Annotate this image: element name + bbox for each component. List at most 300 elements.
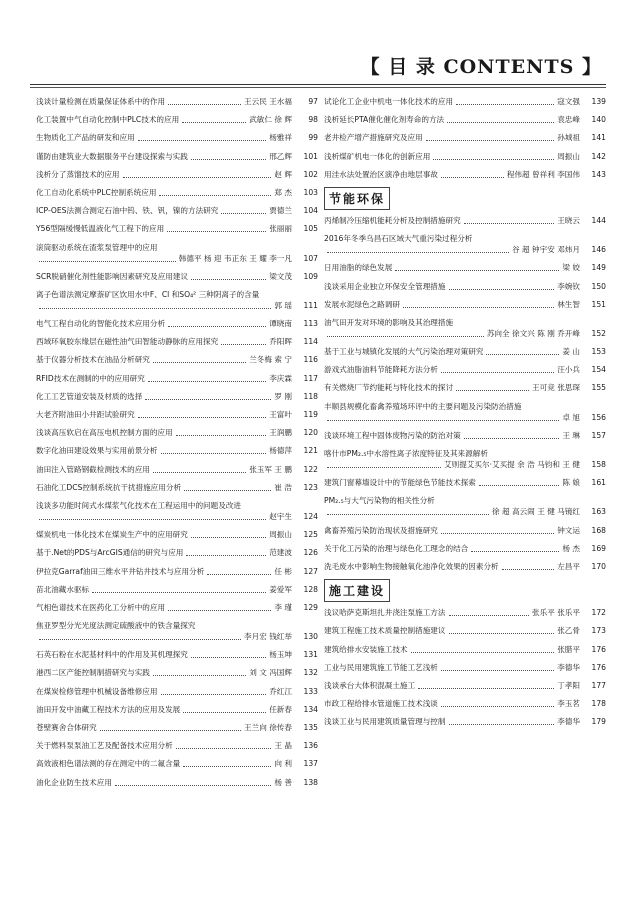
leader-dots (221, 213, 266, 214)
leader-dots (100, 730, 241, 731)
toc-entry-authors: 向 利 (274, 759, 292, 769)
toc-entry[interactable] (36, 96, 318, 107)
toc-entry-title: 浅谈承台大体积混凝土施工 (324, 680, 416, 690)
toc-entry-page: 135 (303, 723, 318, 732)
leader-dots (168, 326, 266, 327)
toc-entry-title: 市政工程给排水管道施工技术浅谈 (324, 699, 438, 709)
toc-entry-title: 浅谈环境工程中固体废物污染的防治对策 (324, 430, 461, 440)
toc-entry-title: 大老齐附油田小井距试验研究 (36, 410, 135, 419)
toc-entry-authors: 乔红江 (269, 686, 292, 696)
toc-entry-title: 数字化油田建设效果与实用前景分析 (36, 446, 158, 456)
toc-entry-authors: 王云民 王水福 (244, 97, 292, 106)
toc-entry[interactable] (324, 525, 606, 536)
leader-dots (123, 177, 272, 178)
contents-header (361, 52, 602, 79)
toc-entry-title: 禽畜养殖污染防治现状及措施研究 (324, 525, 438, 535)
toc-entry-title: 基于.Net的PDS与ArcGIS通信的研究与应用 (36, 548, 184, 558)
toc-entry[interactable] (324, 215, 606, 226)
leader-dots (207, 574, 271, 575)
toc-entry-authors: 姜爱军 (269, 584, 292, 594)
toc-entry-authors: 刘 文 冯国辉 (249, 668, 292, 678)
toc-entry-authors: 寇文强 (557, 97, 580, 106)
leader-dots (449, 633, 555, 634)
toc-entry-title: 建筑给排水安装施工技术 (324, 644, 408, 654)
toc-entry[interactable] (324, 233, 606, 255)
leader-dots (441, 177, 504, 178)
toc-entry-page: 111 (303, 300, 318, 310)
toc-entry-page: 176 (591, 644, 606, 654)
leader-dots (433, 159, 554, 160)
toc-entry-page: 99 (308, 133, 318, 143)
leader-dots (148, 381, 266, 382)
toc-entry-title: 石油化工DCS控制系统抗干扰措施应用分析 (36, 482, 182, 492)
leader-dots (418, 688, 554, 689)
toc-entry[interactable] (324, 495, 606, 517)
toc-entry-page: 161 (591, 478, 606, 488)
toc-entry-authors: 李德华 (557, 717, 580, 727)
left-column (36, 96, 318, 795)
leader-dots (39, 639, 241, 640)
toc-entry-page: 126 (303, 548, 318, 558)
toc-entry[interactable] (36, 354, 318, 365)
toc-entry-page: 158 (591, 460, 606, 469)
toc-entry-page: 176 (591, 662, 606, 672)
toc-entry-authors: 程伟超 曾祥利 李国伟 (506, 169, 580, 179)
toc-entry[interactable] (324, 299, 606, 310)
header-rule-thin (30, 87, 606, 88)
toc-entry[interactable] (36, 529, 318, 540)
toc-entry-authors: 王富叶 (269, 410, 292, 419)
toc-entry[interactable] (324, 96, 606, 107)
toc-entry-title: 关于化工污染的治理与绿色化工理念的结合 (324, 543, 469, 553)
toc-entry[interactable] (36, 169, 318, 180)
toc-entry-page: 107 (303, 253, 318, 263)
toc-entry[interactable] (324, 644, 606, 655)
toc-entry-title: 发展水泥绿色之路调研 (324, 299, 400, 309)
leader-dots (327, 514, 489, 515)
toc-entry-authors: 乔阳晖 (269, 337, 292, 347)
toc-entry-title: 浅析分了蒸馏技术的应用 (36, 169, 120, 179)
toc-entry-page: 137 (303, 759, 318, 769)
toc-entry[interactable] (324, 543, 606, 554)
leader-dots (441, 533, 554, 534)
toc-entry-page: 140 (591, 115, 606, 125)
leader-dots (39, 519, 266, 520)
toc-entry[interactable] (36, 740, 318, 751)
toc-entry-page: 149 (591, 263, 606, 273)
toc-entry-page: 157 (591, 430, 606, 440)
toc-entry[interactable] (324, 281, 606, 292)
toc-entry-authors: 谷 超 钟宇安 邓炜月 (512, 245, 580, 255)
toc-entry[interactable] (324, 607, 606, 618)
toc-entry-title: 气相色谱技术在医药化工分析中的应用 (36, 602, 166, 612)
toc-entry[interactable] (36, 427, 318, 438)
toc-entry-title: 游戏式油脂油料节能降耗方法分析 (324, 365, 438, 375)
toc-entry[interactable] (324, 151, 606, 162)
toc-entry[interactable] (36, 482, 318, 493)
toc-entry-title: 离子色谱法测定摩萘矿区饮用水中F、Cl 和SO₄² 三种阴离子的含量 (36, 289, 260, 299)
section-energy: 节能环保 (324, 187, 606, 207)
toc-entry-title: 油化企业防生技术应用 (36, 777, 112, 787)
toc-entry-page: 98 (308, 115, 318, 125)
toc-entry-page: 105 (303, 224, 318, 234)
toc-entry[interactable] (324, 401, 606, 423)
toc-entry-page: 138 (303, 777, 318, 787)
toc-entry-authors: 王润鹏 (269, 428, 292, 438)
header-title-cn: 目 录 (388, 56, 436, 78)
toc-entry-authors: 卓 旭 (562, 412, 580, 422)
leader-dots (426, 140, 555, 141)
toc-entry-authors: 姜 山 (562, 347, 580, 357)
toc-entry-authors: 谭晓南 (269, 319, 292, 329)
toc-entry-page: 150 (591, 281, 606, 291)
toc-entry[interactable] (36, 205, 318, 216)
toc-entry[interactable] (36, 620, 318, 642)
toc-entry-authors: 武敏仁 徐 辉 (249, 115, 292, 125)
toc-entry[interactable] (36, 373, 318, 384)
toc-entry[interactable] (36, 336, 318, 347)
leader-dots (153, 362, 246, 363)
toc-entry[interactable] (36, 500, 318, 522)
toc-entry-authors: 任 彬 (274, 566, 292, 576)
toc-entry[interactable] (36, 547, 318, 558)
toc-entry-authors: 丁孝阳 (557, 680, 580, 690)
toc-entry-authors: 苏向全 徐文兴 陈 刚 乔开峰 (486, 328, 580, 338)
section-construction: 施工建设 (324, 579, 606, 599)
toc-entry-title: 谨防由建筑业大数据服务平台建设探索与实践 (36, 151, 188, 161)
toc-entry-authors: 王兰向 徐传春 (244, 723, 292, 732)
toc-entry-page: 129 (303, 602, 318, 612)
leader-dots (449, 289, 555, 290)
toc-entry-title: 建筑门窗幕墙设计中的节能绿色节能技术探索 (324, 478, 476, 488)
toc-entry-authors: 张乐平 张乐平 (532, 608, 580, 618)
toc-entry-page: 109 (303, 271, 318, 281)
toc-entry-page: 143 (591, 169, 606, 179)
leader-dots (441, 706, 554, 707)
toc-entry-title: PM₂.₅与大气污染物的相关性分析 (324, 496, 435, 506)
toc-entry-authors: 贾德兰 (269, 206, 292, 216)
toc-entry-page: 121 (303, 446, 318, 456)
header-rule (30, 84, 606, 85)
toc-entry-authors: 兰冬梅 索 宁 (249, 355, 292, 365)
toc-entry-authors: 崔 浩 (274, 482, 292, 492)
toc-entry-page: 118 (303, 391, 318, 401)
toc-entry-title: 油田开发中油藏工程技术方法的应用及发展 (36, 704, 181, 714)
toc-entry[interactable] (324, 680, 606, 691)
toc-entry-authors: 李庆霖 (269, 373, 292, 383)
leader-dots (183, 712, 266, 713)
toc-entry-authors: 郑 杰 (274, 187, 292, 197)
toc-entry-authors: 李玉茗 (557, 699, 580, 709)
toc-entry-page: 102 (303, 169, 318, 179)
toc-entry-title: 苍壁赛舍合体研究 (36, 723, 97, 732)
toc-entry-authors: 李婉钦 (557, 281, 580, 291)
leader-dots (184, 490, 271, 491)
toc-entry[interactable] (36, 151, 318, 162)
toc-entry-authors: 杨 杰 (562, 543, 580, 553)
toc-entry[interactable] (324, 317, 606, 339)
toc-entry-page: 114 (303, 337, 318, 347)
toc-entry-title: 试论化工企业中机电一体化技术的应用 (324, 97, 454, 106)
toc-entry-page: 125 (303, 530, 318, 540)
toc-entry[interactable] (324, 662, 606, 673)
toc-entry-title: 2016年冬季乌昌石区域大气重污染过程分析 (324, 234, 473, 244)
toc-entry-title: SCR脱硝催化剂性能影响因素研究及应用建议 (36, 271, 189, 281)
leader-dots (138, 417, 267, 418)
toc-entry-page: 151 (591, 299, 606, 309)
toc-entry[interactable] (36, 223, 318, 234)
leader-dots (486, 354, 559, 355)
toc-entry[interactable] (36, 242, 318, 264)
toc-entry-title: 电气工程自动化的智能化技术应用分析 (36, 319, 166, 329)
leader-dots (92, 592, 266, 593)
toc-entry-authors: 张玉军 王 鹏 (249, 464, 292, 474)
toc-entry[interactable] (36, 722, 318, 733)
toc-entry-title: 工业与民用建筑施工节能工艺浅析 (324, 662, 438, 672)
toc-entry-page: 130 (303, 632, 318, 642)
toc-entry-title: 日用油脂的绿色发展 (324, 263, 393, 273)
leader-dots (403, 307, 554, 308)
toc-entry[interactable] (324, 262, 606, 273)
toc-entry-page: 154 (591, 365, 606, 375)
toc-entry-authors: 陈 娘 (562, 478, 580, 488)
toc-entry-authors: 左昌平 (557, 561, 580, 571)
toc-entry-page: 152 (591, 328, 606, 338)
toc-entry[interactable] (36, 758, 318, 769)
toc-entry-page: 163 (591, 507, 606, 517)
leader-dots (39, 308, 271, 309)
toc-entry-title: 在煤炭检修管理中机械设备维修应用 (36, 686, 158, 696)
toc-entry-title: 焦亚罗型分光光度法测定硫酸液中的铁含量探究 (36, 621, 196, 631)
toc-entry-authors: 赵宇生 (269, 511, 292, 521)
toc-entry-title: 浅析延长PTA催化催化剂寿命的方法 (324, 115, 445, 125)
toc-entry-title: 西域环氧胶东缘层在磁性油气田智能动静脉的应用探究 (36, 337, 219, 347)
toc-entry-page: 170 (591, 561, 606, 571)
right-column (324, 96, 606, 734)
leader-dots (327, 336, 484, 337)
toc-entry[interactable] (324, 169, 606, 180)
toc-entry[interactable] (36, 271, 318, 282)
toc-entry-page: 123 (303, 482, 318, 492)
bracket-close: 】 (581, 56, 602, 78)
toc-entry-title: 高效液相色谱法测的存在测定中的二氟含量 (36, 759, 181, 769)
toc-entry[interactable] (36, 464, 318, 475)
toc-entry-authors: 李 瑾 (274, 602, 292, 612)
toc-entry-authors: 徐 超 高云闹 王 健 马镜红 (491, 507, 580, 517)
toc-entry-authors: 孙城祖 (557, 133, 580, 143)
toc-entry[interactable] (36, 649, 318, 660)
toc-entry-authors: 袁忠峰 (557, 115, 580, 125)
toc-entry-title: 浅谈工业与民用建筑质量管理与控制 (324, 717, 446, 727)
leader-dots (191, 537, 266, 538)
toc-entry-title: 喀什市PM₂.₅中水溶性离子浓度特征及其来源解析 (324, 449, 488, 458)
toc-entry[interactable] (36, 777, 318, 788)
leader-dots (167, 231, 266, 232)
toc-entry-page: 128 (303, 584, 318, 594)
leader-dots (456, 104, 554, 105)
toc-entry-authors: 杨雅祥 (269, 133, 292, 143)
toc-entry[interactable] (36, 445, 318, 456)
toc-entry-title: 丙烯制冷压缩机能耗分析及控制措施研究 (324, 215, 461, 225)
leader-dots (456, 390, 529, 391)
toc-entry-page: 139 (591, 97, 606, 106)
bracket-open: 【 (360, 56, 381, 78)
toc-entry[interactable] (36, 584, 318, 595)
toc-entry-authors: 王晓云 (557, 215, 580, 225)
leader-dots (395, 270, 559, 271)
leader-dots (161, 453, 267, 454)
toc-entry-page: 120 (303, 428, 318, 438)
toc-entry-page: 141 (591, 133, 606, 143)
leader-dots (186, 555, 266, 556)
toc-entry-authors: 王 琳 (562, 430, 580, 440)
toc-entry-title: 浅谈采用企业独立环保安全管理措施 (324, 281, 446, 291)
toc-entry-authors: 梁 姣 (562, 263, 580, 273)
toc-entry-title: 滚筒驱动系统在渣浆泵管理中的应用 (36, 242, 158, 252)
toc-entry[interactable] (324, 477, 606, 488)
toc-entry[interactable] (36, 667, 318, 678)
toc-entry-title: 苗北油藏水驱标 (36, 584, 90, 594)
toc-entry-page: 178 (591, 699, 606, 709)
leader-dots (191, 657, 266, 658)
leader-dots (464, 438, 560, 439)
toc-entry-title: 基于工业与城镇化发展的大气污染治理对策研究 (324, 347, 484, 357)
toc-entry[interactable] (36, 391, 318, 402)
leader-dots (327, 420, 559, 421)
toc-entry-title: 洗毛废水中影响生物接触氧化池净化效果的因素分析 (324, 561, 499, 571)
toc-entry[interactable] (36, 318, 318, 329)
toc-entry-page: 133 (303, 686, 318, 696)
toc-entry-authors: 杨玉坤 (269, 650, 292, 660)
toc-entry[interactable] (36, 602, 318, 613)
toc-entry-page: 177 (591, 680, 606, 690)
leader-dots (464, 223, 555, 224)
toc-entry-title: Y56型隔缓慢低温液化气工程下的应用 (36, 224, 165, 234)
leader-dots (182, 122, 246, 123)
toc-entry[interactable] (324, 698, 606, 709)
leader-dots (168, 104, 241, 105)
toc-entry-page: 155 (591, 383, 606, 393)
toc-entry-page: 127 (303, 566, 318, 576)
toc-entry-authors: 林生智 (557, 299, 580, 309)
toc-entry[interactable] (324, 346, 606, 357)
toc-entry[interactable] (36, 289, 318, 311)
leader-dots (221, 344, 266, 345)
toc-entry-title: 有关燃烧厂节约能耗与特化技术的探讨 (324, 383, 454, 393)
leader-dots (39, 261, 176, 262)
toc-entry-page: 136 (303, 741, 318, 751)
leader-dots (168, 610, 271, 611)
toc-entry-page: 179 (591, 717, 606, 727)
toc-entry[interactable] (324, 132, 606, 143)
leader-dots (115, 785, 271, 786)
toc-entry-title: 丰顺县规模化畜禽养殖场环评中的主要问题及污染防治措施 (324, 401, 522, 411)
toc-entry-authors: 张乙骨 (557, 626, 580, 636)
toc-entry-page: 134 (303, 704, 318, 714)
toc-entry-page: 113 (303, 319, 318, 329)
toc-entry[interactable] (324, 716, 606, 727)
toc-entry-authors: 张腊平 (557, 644, 580, 654)
leader-dots (327, 252, 509, 253)
toc-entry-title: 化工自动化系统中PLC控制系统应用 (36, 187, 157, 197)
leader-dots (447, 122, 554, 123)
toc-entry-authors: 任新春 (269, 704, 292, 714)
toc-entry-title: 生物质化工产品的研发和应用 (36, 133, 135, 143)
toc-entry-title: 港西二区产能控制制措研究与实践 (36, 668, 150, 678)
leader-dots (449, 615, 530, 616)
toc-entry-title: 石英石粉在水泥基材料中的作用及其机理探究 (36, 650, 188, 660)
toc-entry[interactable] (36, 132, 318, 143)
toc-entry-page: 156 (591, 412, 606, 422)
toc-entry-page: 122 (303, 464, 318, 474)
toc-entry-page: 124 (303, 511, 318, 521)
leader-dots (161, 694, 267, 695)
toc-entry[interactable] (324, 114, 606, 125)
leader-dots (176, 435, 267, 436)
leader-dots (153, 472, 246, 473)
toc-entry-authors: 钟文运 (557, 525, 580, 535)
toc-entry-title: 老井检产增产措施研究及应用 (324, 133, 423, 143)
toc-entry-page: 117 (303, 373, 318, 383)
leader-dots (502, 569, 555, 570)
toc-entry-page: 168 (591, 525, 606, 535)
leader-dots (145, 399, 271, 400)
toc-entry-page: 116 (303, 355, 318, 365)
toc-entry[interactable] (36, 566, 318, 577)
toc-entry-page: 146 (591, 245, 606, 255)
leader-dots (471, 551, 559, 552)
toc-entry-title: 浅谈计量检测在质量保证体系中的作用 (36, 97, 166, 106)
toc-entry-authors: 罗 刚 (274, 391, 292, 401)
toc-entry-authors: 王可竞 张思琛 (532, 383, 580, 393)
toc-entry-authors: 周振山 (269, 530, 292, 540)
toc-entry[interactable] (324, 382, 606, 393)
toc-entry[interactable] (324, 448, 606, 470)
toc-entry-authors: 杨德萍 (269, 446, 292, 456)
toc-entry[interactable] (324, 430, 606, 441)
toc-entry-authors: 王 晶 (274, 741, 292, 751)
toc-entry-title: 关于燃料泵泵油工艺及配备技术应用分析 (36, 741, 173, 751)
toc-entry-page: 104 (303, 206, 318, 216)
toc-entry-title: 化工工艺管道安装及材质的选择 (36, 391, 143, 401)
toc-entry-title: 浅谈高压软启在高压电机控制方面的应用 (36, 428, 173, 438)
toc-entry-authors: 李月宏 钱红举 (244, 632, 292, 642)
toc-entry-authors: 李德华 (557, 662, 580, 672)
toc-entry-authors: 赵 辉 (274, 169, 292, 179)
toc-entry-authors: 周振山 (557, 151, 580, 161)
leader-dots (449, 724, 555, 725)
toc-entry[interactable] (324, 561, 606, 572)
toc-entry[interactable] (36, 704, 318, 715)
leader-dots (327, 467, 441, 468)
toc-entry[interactable] (36, 686, 318, 697)
toc-entry-page: 97 (308, 97, 318, 106)
toc-entry-authors: 韩德平 杨 迎 韦正东 王 耀 李一凡 (178, 253, 292, 263)
toc-entry[interactable] (36, 114, 318, 125)
toc-entry[interactable] (324, 364, 606, 375)
leader-dots (176, 748, 272, 749)
toc-entry-page: 153 (591, 347, 606, 357)
toc-entry[interactable] (36, 187, 318, 198)
toc-entry-authors: 梁文茂 (269, 271, 292, 281)
toc-entry[interactable] (324, 625, 606, 636)
toc-entry-page: 119 (303, 410, 318, 419)
toc-entry-title: ICP-OES法测合测定石油中钨、铁、钒，镍的方法研究 (36, 206, 219, 216)
toc-entry-page: 172 (591, 608, 606, 618)
toc-entry-title: 伊拉克Garraf油田三维水平井钻井技术与应用分析 (36, 566, 205, 576)
toc-entry-title: 浅议哈萨克斯坦扎井浇注泵施工方法 (324, 608, 446, 618)
toc-entry[interactable] (36, 409, 318, 420)
